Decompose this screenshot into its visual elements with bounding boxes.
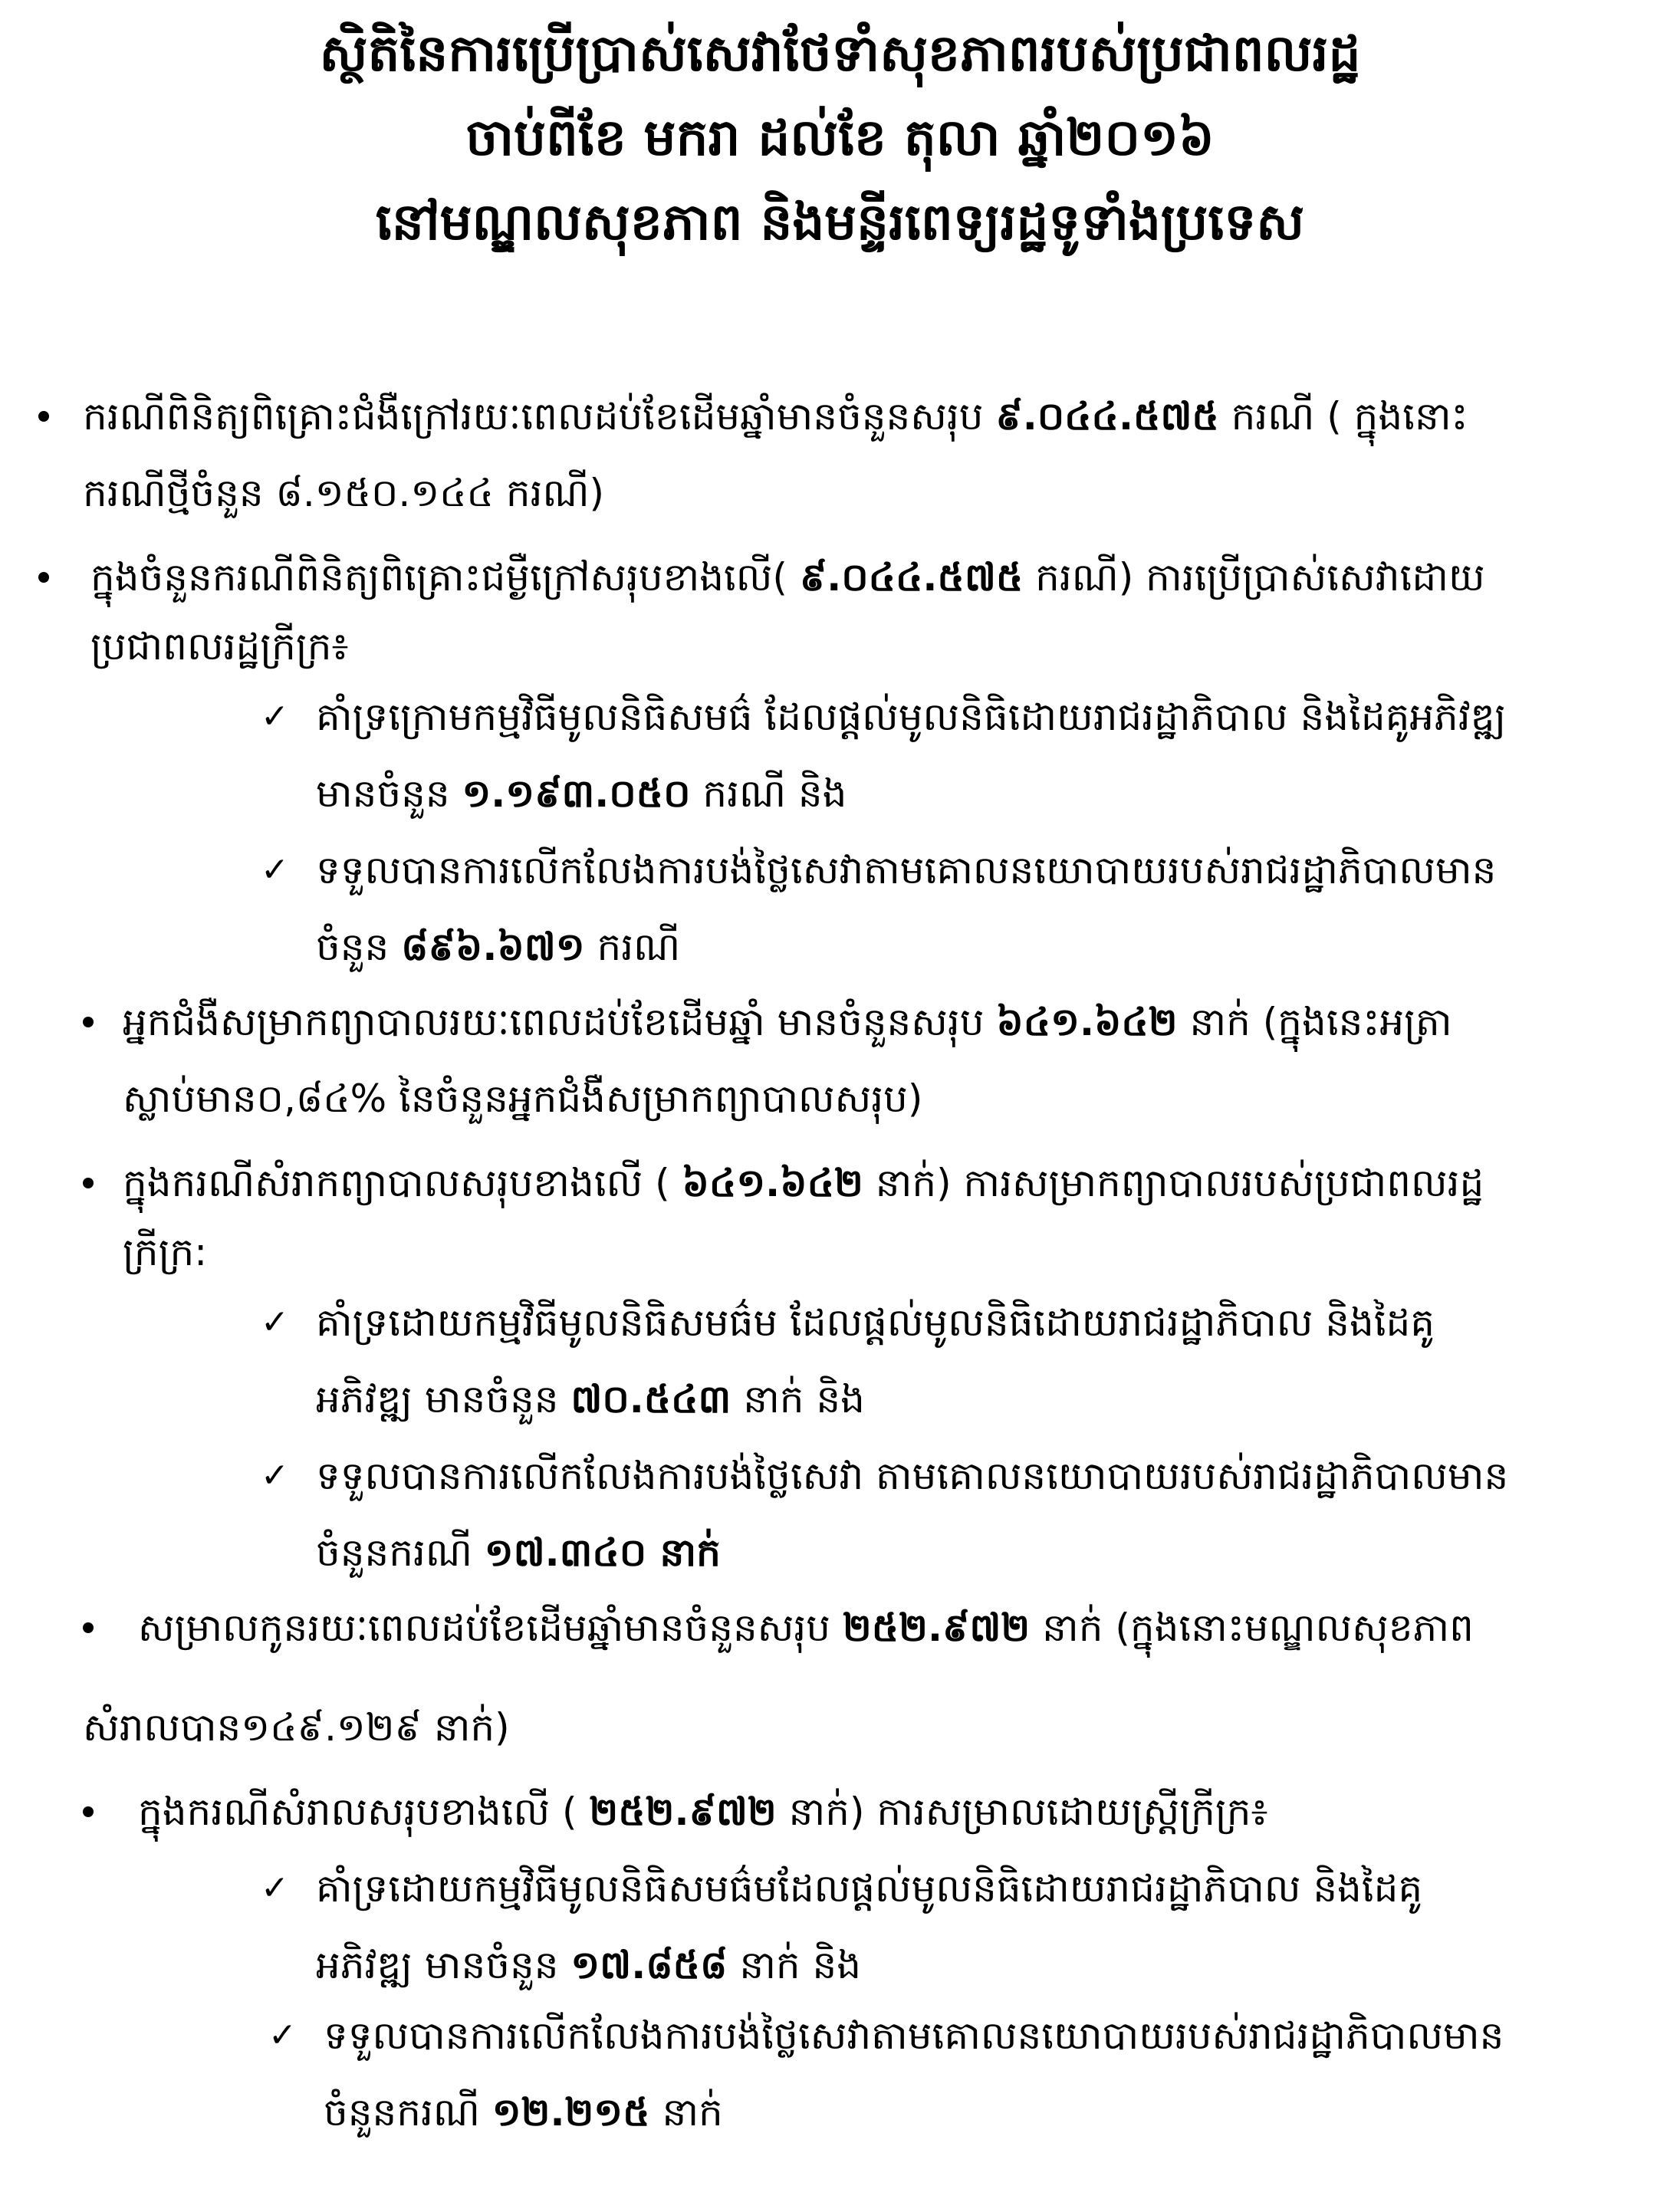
list-item-line: ប្រជាពលរដ្ឋក្រីក្រ៖ (90, 624, 349, 669)
page-title-line-3: នៅមណ្ឌលសុខភាព និងមន្ទីរពេទ្យរដ្ឋទូទាំងប្រទេស (375, 192, 1305, 251)
sub-item-hef-inpatient: គាំទ្រដោយកម្មវិធីមូលនិធិសមធ៌ម ដែលផ្តល់មូលនិធិដោយរាជរដ្ឋាភិបាល និងដៃគូ (316, 1300, 1435, 1345)
sub-item-line: ចំនួនករណី ១៧.៣៤០ នាក់ (316, 1530, 721, 1575)
hef-inpatient-value: ៧០.៥៤៣ (570, 1377, 732, 1422)
bullet-dot (38, 411, 49, 422)
list-item-line: សំរាលបាន១៤៩.១២៩ នាក់) (83, 1705, 510, 1750)
list-item-inpatient-poor: ក្នុងករណីសំរាកព្យាបាលសរុបខាងលើ ( ៦៤១.៦៤២ នាក់) ការសម្រាកព្យាបាលរបស់ប្រជាពលរដ្ឋ (123, 1161, 1484, 1205)
inpatient-total-value: ៦៤១.៦៤២ (682, 1161, 863, 1205)
list-item-inpatient-total: អ្នកជំងឺសម្រាកព្យាបាលរយៈពេលដប់ខែដើមឆ្នាំ មានចំនួនសរុប ៦៤១.៦៤២ នាក់ (ក្នុងនេះអត្រា (123, 1000, 1452, 1044)
bullet-dot (38, 572, 49, 583)
inpatient-total-value: ៦៤១.៦៤២ (996, 1000, 1178, 1044)
list-item-outpatient-total: ករណីពិនិត្យពិគ្រោះជំងឺក្រៅរយៈពេលដប់ខែដើមឆ្នាំមានចំនួនសរុប ៩.០៤៤.៥៧៥ ករណី ( ក្នុងនោះ (83, 394, 1468, 439)
hef-outpatient-value: ១.១៩៣.០៥០ (462, 771, 691, 816)
exemption-inpatient-value: ១៧.៣៤០ នាក់ (484, 1530, 721, 1575)
page-title-line-1: ស្ថិតិនៃការប្រើប្រាស់សេវាថែទាំសុខភាពរបស់ប្រជាពលរដ្ឋ (319, 24, 1361, 83)
list-item-line: ក្រីក្រ: (123, 1230, 208, 1274)
outpatient-total-value: ៩.០៤៤.៥៧៥ (799, 555, 1024, 600)
check-icon: ✓ (261, 1303, 289, 1342)
check-icon: ✓ (261, 697, 289, 736)
list-item-line: ករណីថ្មីចំនួន ៨.១៥០.១៤៤ ករណី) (83, 471, 605, 515)
sub-item-line: អភិវឌ្ឍ មានចំនួន ១៧.៨៥៨ នាក់ និង (316, 1943, 862, 1987)
bullet-dot (83, 1622, 94, 1633)
sub-item-line: ចំនួនករណី ១២.២១៥ នាក់ (324, 2090, 723, 2135)
sub-item-exemption-delivery: ទទួលបានការលើកលែងការបង់ថ្លៃសេវាតាមគោលនយោបាយរបស់រាជរដ្ឋាភិបាលមាន (324, 2013, 1504, 2058)
sub-item-line: មានចំនួន ១.១៩៣.០៥០ ករណី និង (316, 771, 847, 816)
sub-item-line: អភិវឌ្ឍ មានចំនួន ៧០.៥៤៣ នាក់ និង (316, 1377, 865, 1422)
check-icon: ✓ (261, 850, 289, 889)
page-title-line-2: ចាប់ពីខែ មករា ដល់ខែ តុលា ឆ្នាំ២០១៦ (465, 108, 1215, 167)
sub-item-line: ចំនួន ៨៩៦.៦៧១ ករណី (316, 925, 681, 969)
check-icon: ✓ (261, 1869, 289, 1908)
check-icon: ✓ (268, 2016, 297, 2055)
list-item-delivery-total: សម្រាលកូនរយៈពេលដប់ខែដើមឆ្នាំមានចំនួនសរុប ២៥២.៩៧២ នាក់ (ក្នុងនោះមណ្ឌលសុខភាព (138, 1606, 1474, 1650)
delivery-total-value: ២៥២.៩៧២ (589, 1790, 777, 1834)
bullet-dot (83, 1017, 94, 1027)
list-item-outpatient-poor: ក្នុងចំនួនករណីពិនិត្យពិគ្រោះជម្ងឺក្រៅសរុបខាងលើ( ៩.០៤៤.៥៧៥ ករណី) ការប្រើប្រាស់សេវាដោយ (90, 555, 1485, 600)
bullet-dot (83, 1806, 94, 1817)
exemption-delivery-value: ១២.២១៥ (492, 2090, 650, 2135)
outpatient-total-value: ៩.០៤៤.៥៧៥ (995, 394, 1219, 439)
bullet-dot (83, 1178, 94, 1188)
delivery-total-value: ២៥២.៩៧២ (842, 1606, 1031, 1650)
list-item-delivery-poor: ក្នុងករណីសំរាលសរុបខាងលើ ( ២៥២.៩៧២ នាក់) ការសម្រាលដោយស្ត្រីក្រីក្រ៖ (138, 1790, 1268, 1834)
check-icon: ✓ (261, 1456, 289, 1495)
exemption-outpatient-value: ៨៩៦.៦៧១ (401, 925, 585, 969)
sub-item-hef-delivery: គាំទ្រដោយកម្មវិធីមូលនិធិសមធ៌មដែលផ្តល់មូលនិធិដោយរាជរដ្ឋាភិបាល និងដៃគូ (316, 1866, 1423, 1911)
sub-item-hef-outpatient: គាំទ្រក្រោមកម្មវិធីមូលនិធិសមធ៌ ដែលផ្តល់មូលនិធិដោយរាជរដ្ឋាភិបាល និងដៃគូអភិវឌ្ឍ (316, 695, 1507, 739)
hef-delivery-value: ១៧.៨៥៨ (570, 1943, 728, 1987)
list-item-line: ស្លាប់មាន០,៨៤% នៃចំនួនអ្នកជំងឺសម្រាកព្យាបាលសរុប) (123, 1076, 923, 1121)
sub-item-exemption-outpatient: ទទួលបានការលើកលែងការបង់ថ្លៃសេវាតាមគោលនយោបាយរបស់រាជរដ្ឋាភិបាលមាន (316, 848, 1497, 892)
sub-item-exemption-inpatient: ទទួលបានការលើកលែងការបង់ថ្លៃសេវា តាមគោលនយោបាយរបស់រាជរដ្ឋាភិបាលមាន (316, 1454, 1509, 1498)
